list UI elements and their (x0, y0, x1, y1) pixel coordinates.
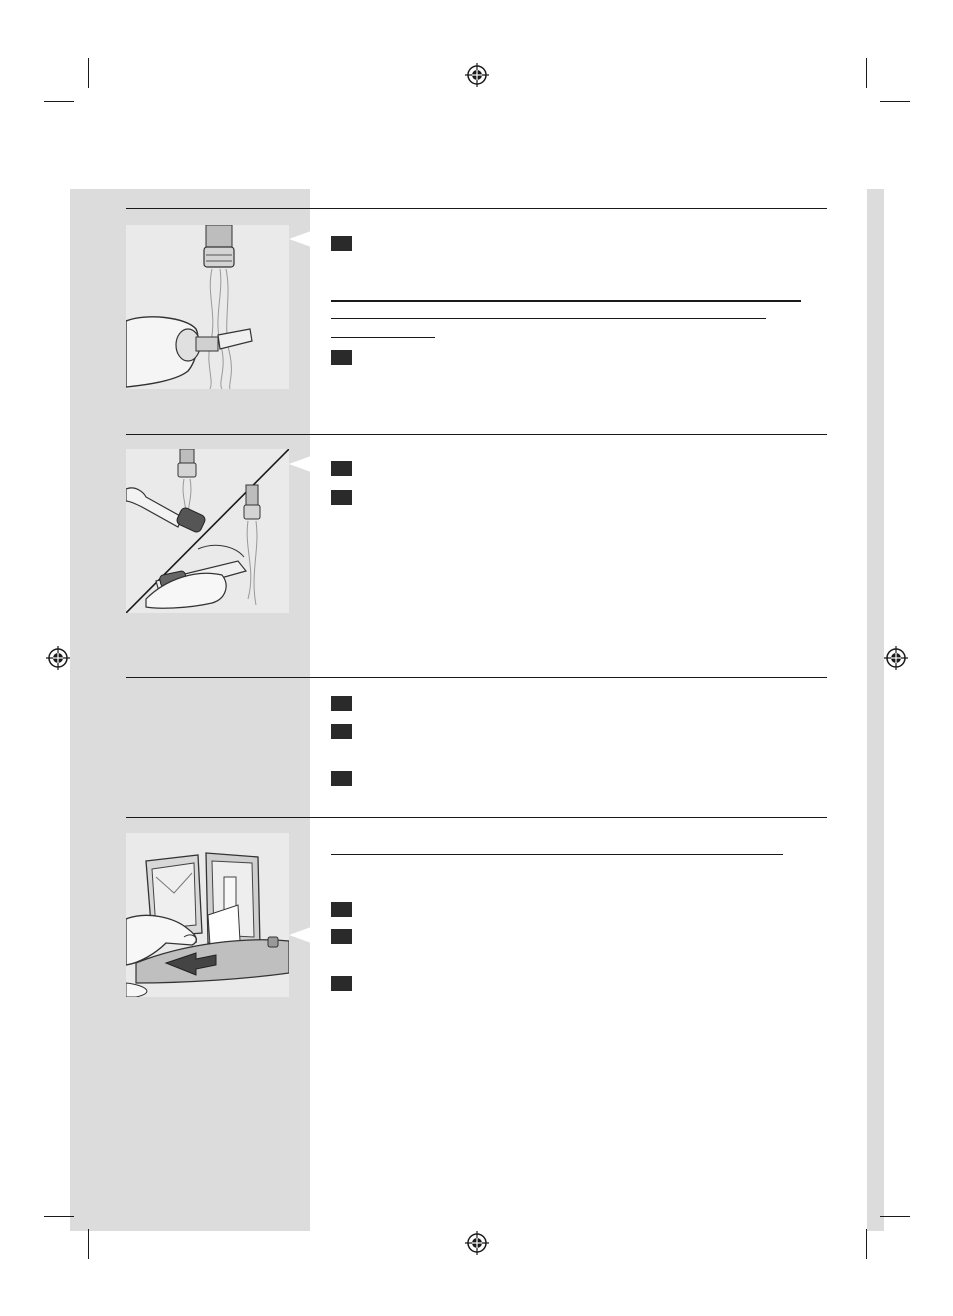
section-4-divider (126, 817, 827, 818)
section-3-divider (126, 677, 827, 678)
crop-mark-top-left-h (44, 101, 74, 102)
section-4-step-2-marker (331, 929, 352, 944)
section-1-figure (126, 225, 289, 389)
section-1-step-1-marker (331, 236, 352, 251)
section-2-figure (126, 449, 289, 613)
section-3-step-1-marker (331, 696, 352, 711)
section-2-step-1-marker (331, 461, 352, 476)
crop-mark-top-left-v (88, 58, 89, 88)
section-1-divider (126, 208, 827, 209)
charger-case-open-icon (126, 833, 289, 997)
section-1-step-2-marker (331, 350, 352, 365)
section-1-pointer-icon (289, 231, 311, 247)
registration-mark-right-icon (884, 646, 908, 670)
section-3-step-2-marker (331, 724, 352, 739)
section-4-step-1-marker (331, 902, 352, 917)
section-4-heading-underline (331, 854, 783, 855)
crop-mark-bottom-left-v (88, 1229, 89, 1259)
section-4-figure (126, 833, 289, 997)
registration-mark-top-icon (465, 63, 489, 87)
section-2-divider (126, 434, 827, 435)
section-1-text-underline-2 (331, 337, 435, 338)
section-1-text-underline-1 (331, 318, 766, 319)
section-3-step-3-marker (331, 771, 352, 786)
section-4-step-3-marker (331, 976, 352, 991)
registration-mark-bottom-icon (465, 1231, 489, 1255)
crop-mark-top-right-h (880, 101, 910, 102)
crop-mark-bottom-left-h (44, 1216, 74, 1217)
brush-head-rinse-icon (126, 449, 289, 613)
section-1-heading-underline (331, 300, 801, 302)
section-4-pointer-icon (289, 927, 311, 943)
section-2-step-2-marker (331, 490, 352, 505)
crop-mark-bottom-right-v (866, 1229, 867, 1259)
section-2-pointer-icon (289, 456, 311, 472)
right-margin-band (867, 189, 884, 1231)
registration-mark-left-icon (46, 646, 70, 670)
brush-handle-under-tap-icon (126, 225, 289, 389)
crop-mark-top-right-v (866, 58, 867, 88)
crop-mark-bottom-right-h (880, 1216, 910, 1217)
